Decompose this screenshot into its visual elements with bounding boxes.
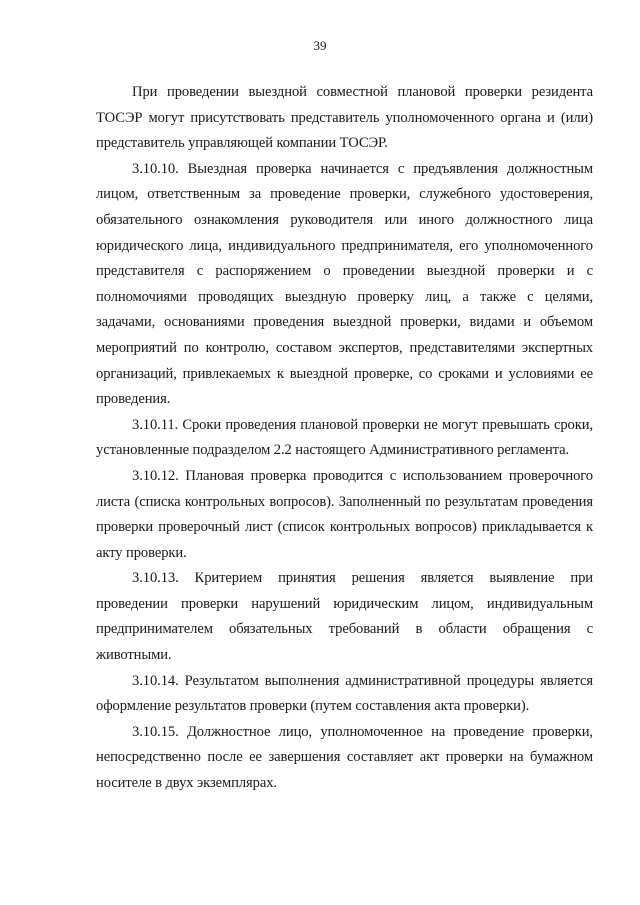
paragraph-3-10-10: 3.10.10. Выездная проверка начинается с предъявления должностным лицом, ответственным за проведение проверки, служебного удостоверения, обязательного ознакомления руководителя или иного должностного лица юридического лица, индивидуального предпринимателя, его уполномоченного представителя с распоряжением о проведении выездной проверки и с полномочиями проводящих выездную проверку лиц, а также с целями, задачами, основаниями проведения выездной проверки, видами и объемом мероприятий по контролю, составом экспертов, представителями экспертных организаций, привлекаемых к выездной проверке, со сроками и условиями ее проведения. <box>96 160 593 408</box>
paragraph-3-10-12: 3.10.12. Плановая проверка проводится с использованием проверочного листа (списка контрольных вопросов). Заполненный по результатам проведения проверки проверочный лист (список контрольных вопросов) прикладывается к акту проверки. <box>96 467 593 561</box>
page-content <box>96 80 593 797</box>
paragraph-joint-inspection-attendance: При проведении выездной совместной плановой проверки резидента ТОСЭР могут присутствовать представитель уполномоченного органа и (или) представитель управляющей компании ТОСЭР. <box>96 84 593 152</box>
page-number: 39 <box>313 38 327 53</box>
paragraph-3-10-14: 3.10.14. Результатом выполнения административной процедуры является оформление результатов проверки (путем составления акта проверки). <box>96 672 593 715</box>
paragraph-3-10-11: 3.10.11. Сроки проведения плановой проверки не могут превышать сроки, установленные подразделом 2.2 настоящего Административного регламента. <box>96 416 593 459</box>
paragraph-3-10-15: 3.10.15. Должностное лицо, уполномоченное на проведение проверки, непосредственно после ее завершения составляет акт проверки на бумажном носителе в двух экземплярах. <box>96 723 593 792</box>
paragraph-3-10-13: 3.10.13. Критерием принятия решения является выявление при проведении проверки нарушений юридическим лицом, индивидуальным предпринимателем обязательных требований в области обращения с животными. <box>96 570 593 664</box>
